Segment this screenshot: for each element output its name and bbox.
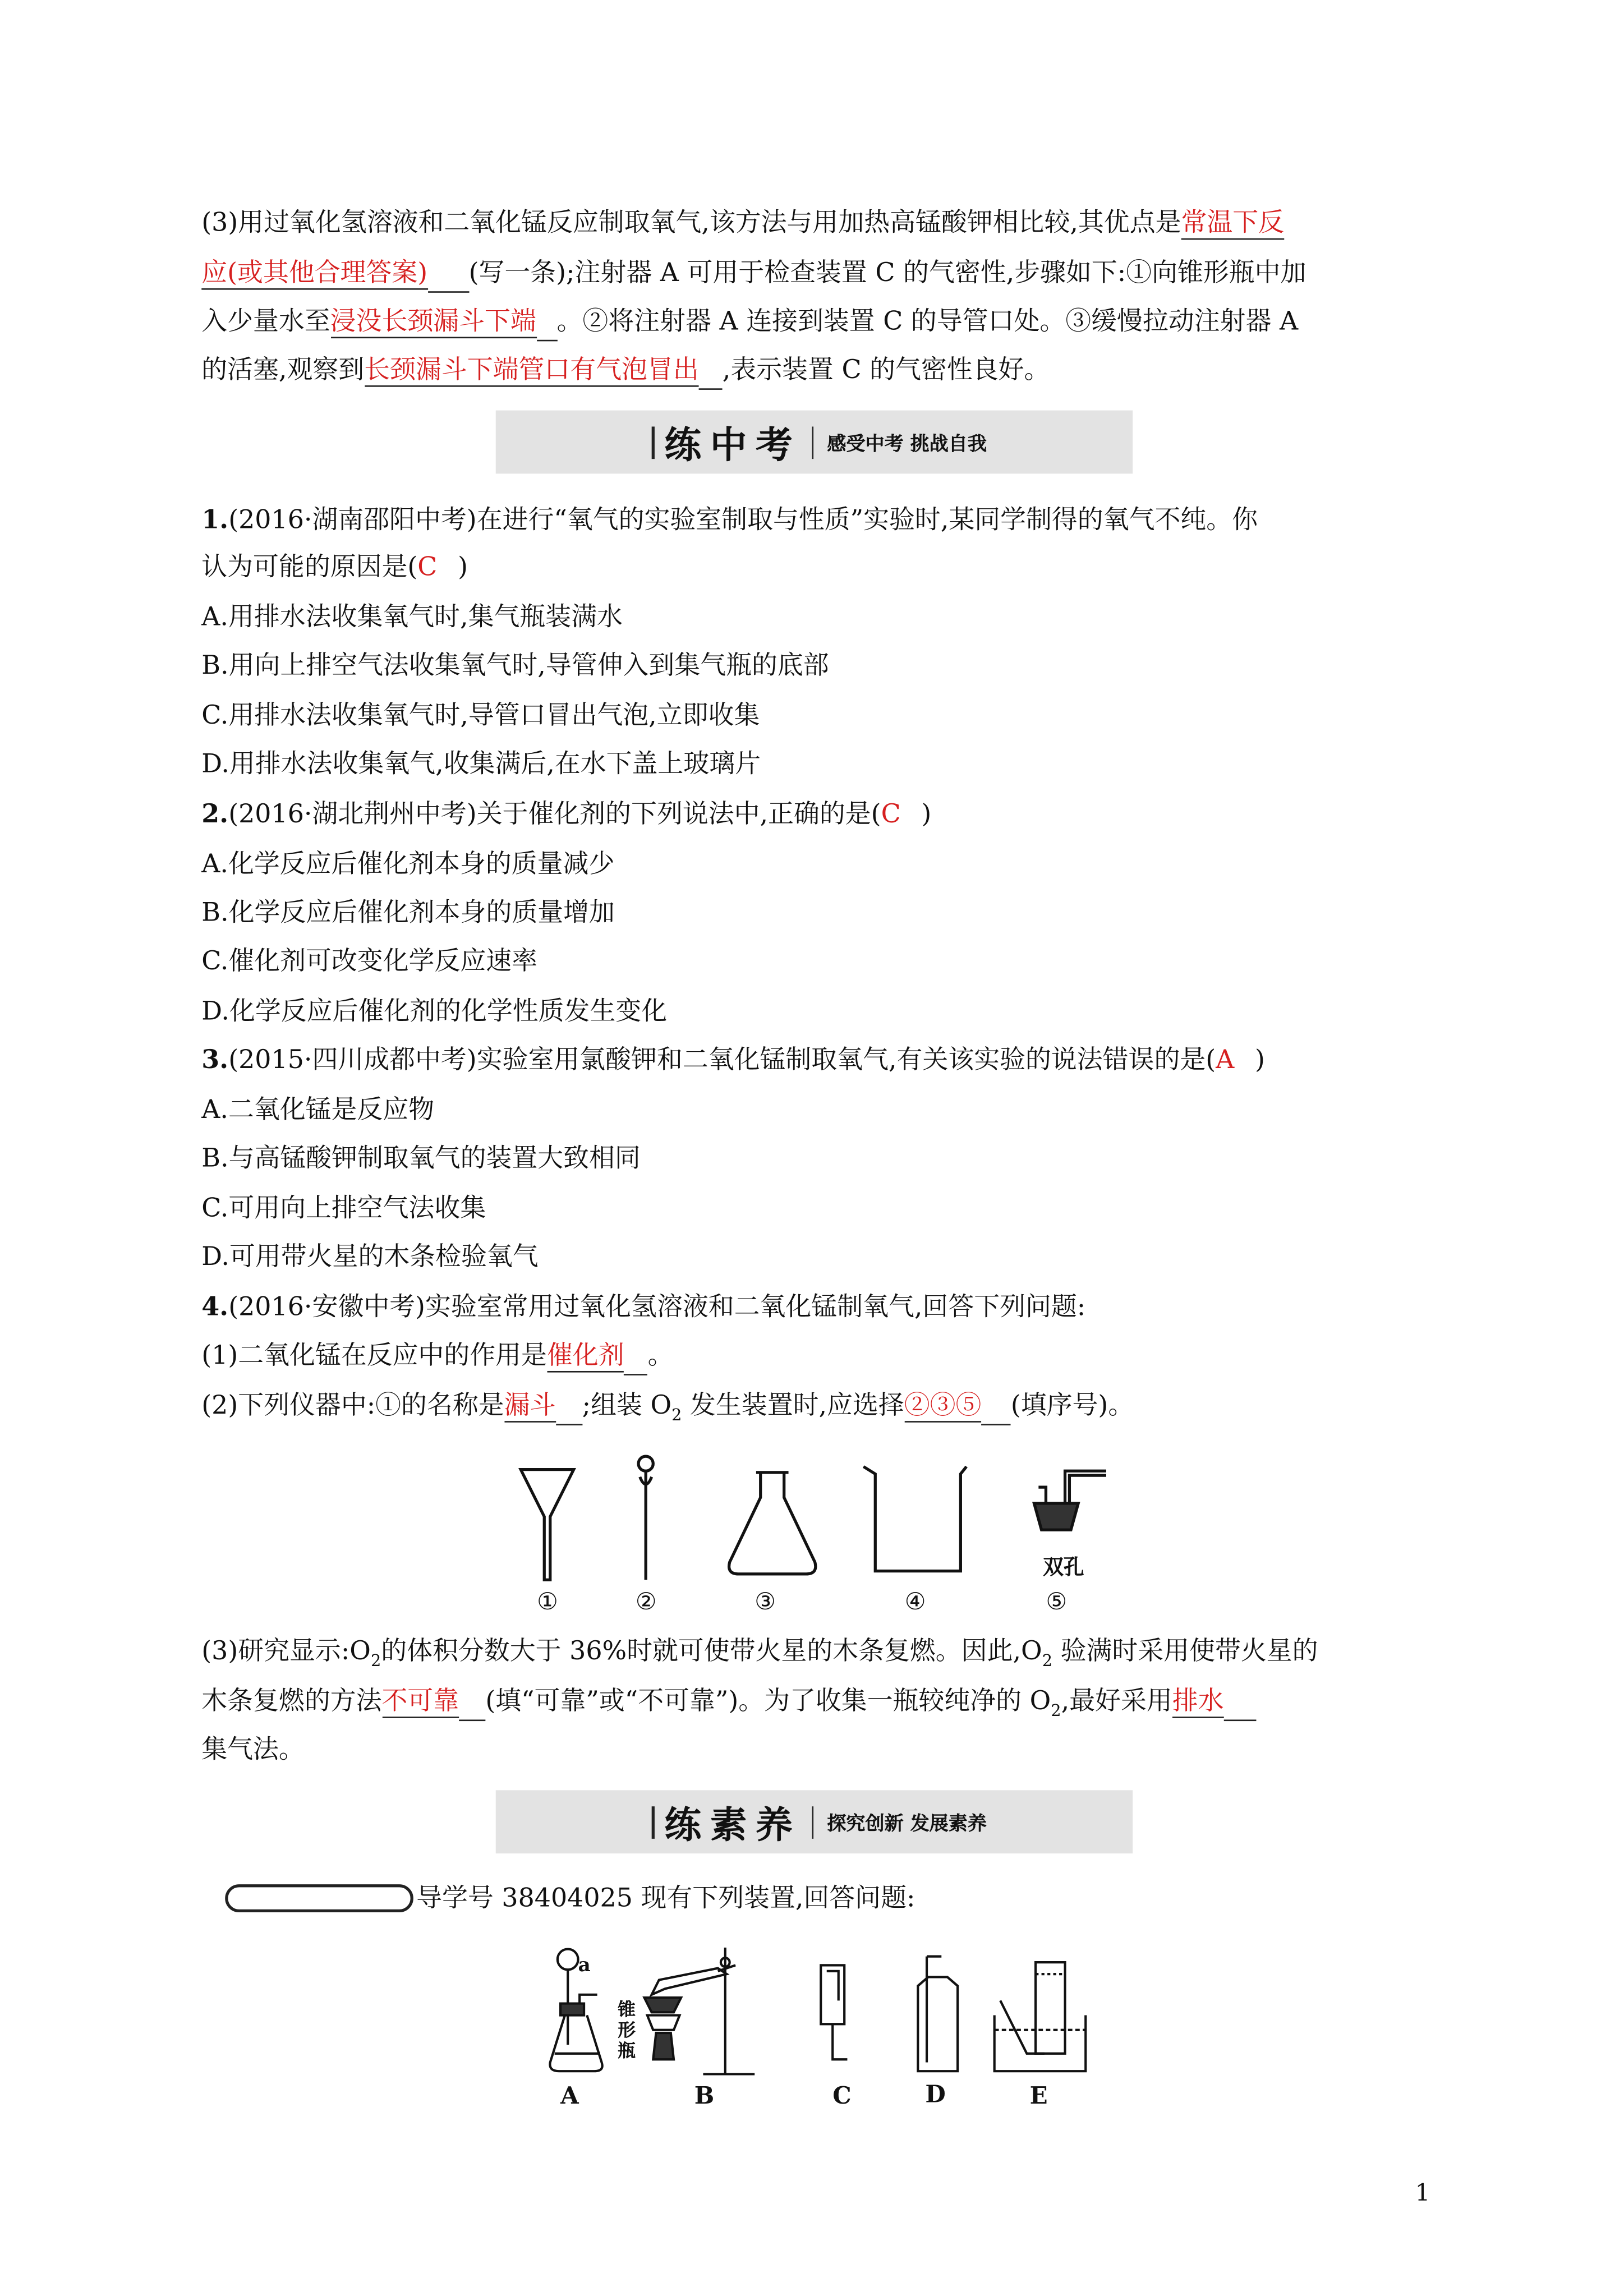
question-number: 4. <box>201 1293 229 1323</box>
answer-choice: C <box>417 553 438 583</box>
subscript: 2 <box>1042 1651 1053 1671</box>
id-badge-outline <box>225 1884 413 1912</box>
section-banner-literacy <box>496 1790 1133 1853</box>
question-number: 3. <box>201 1046 229 1075</box>
instrument-label-2: ② <box>635 1587 657 1616</box>
two-hole-stopper-icon <box>1034 1503 1078 1530</box>
section-subtitle: 感受中考 挑战自我 <box>827 434 987 456</box>
divider <box>812 1806 814 1838</box>
q4-part-1 <box>201 1338 673 1375</box>
answer-blank: 长颈漏斗下端管口有气泡冒出 <box>364 356 699 387</box>
apparatus-d-icon <box>918 1957 958 2072</box>
text: ) <box>921 800 932 830</box>
divider <box>812 426 814 458</box>
q3-text-line-4 <box>201 353 1050 390</box>
q3-option-d: D.可用带火星的木条检验氧气 <box>201 1243 539 1273</box>
text: 验满时采用使带火星的 <box>1052 1637 1318 1667</box>
text: (3)用过氧化氢溶液和二氧化锰反应制取氧气,该方法与用加热高锰酸钾相比较,其优点是 <box>201 209 1181 238</box>
apparatus-b-icon <box>645 1948 755 2074</box>
port-label: a <box>578 1955 591 1977</box>
answer-blank: 应(或其他合理答案) <box>201 259 427 290</box>
q4-part-2 <box>201 1388 1134 1433</box>
q1-option-b: B.用向上排空气法收集氧气时,导管伸入到集气瓶的底部 <box>201 651 829 682</box>
text: 认为可能的原因是( <box>201 553 418 583</box>
q1-stem-line-1 <box>201 503 1258 539</box>
text: 入少量水至 <box>201 307 330 337</box>
subscript: 2 <box>671 1405 682 1425</box>
q3-text-line-2 <box>201 256 1306 293</box>
question-stem: (2016·湖南邵阳中考)在进行“氧气的实验室制取与性质”实验时,某同学制得的氧气不纯。你 <box>228 506 1258 536</box>
divider <box>652 426 654 458</box>
text: ,最好采用 <box>1061 1687 1172 1717</box>
question-number: 2. <box>201 800 229 830</box>
section-banner-exam <box>496 411 1133 474</box>
blank-tail <box>624 1338 648 1375</box>
q3-text-line-1 <box>201 206 1284 241</box>
question-stem: (2015·四川成都中考)实验室用氯酸钾和二氧化锰制取氧气,有关该实验的说法错误的是( <box>228 1046 1216 1075</box>
answer-choice: A <box>1216 1046 1235 1075</box>
answer-choice: C <box>881 800 901 830</box>
instrument-label-3: ③ <box>755 1587 776 1616</box>
question-stem: (2016·安徽中考)实验室常用过氧化氢溶液和二氧化锰制氧气,回答下列问题: <box>228 1293 1086 1323</box>
q4-stem <box>201 1290 1085 1326</box>
text: ) <box>1255 1046 1265 1075</box>
instrument-label-4: ④ <box>904 1587 926 1616</box>
q4-part-3-line-3: 集气法。 <box>201 1736 305 1765</box>
apparatus-label-b: B <box>694 2081 715 2110</box>
apparatus-e-icon <box>995 1962 1086 2071</box>
apparatus-label-d: D <box>925 2079 946 2108</box>
q1-option-d: D.用排水法收集氧气,收集满后,在水下盖上玻璃片 <box>201 750 761 780</box>
text: ,表示装置 C 的气密性良好。 <box>722 356 1050 386</box>
divider <box>652 1806 654 1838</box>
q3-option-a: A.二氧化锰是反应物 <box>201 1096 435 1126</box>
text: 的活塞,观察到 <box>201 356 365 386</box>
stopper-label: 双孔 <box>1043 1556 1084 1580</box>
blank-tail <box>555 1388 582 1425</box>
subscript: 2 <box>1051 1701 1061 1720</box>
q5-stem: 导学号 38404025 现有下列装置,回答问题: <box>416 1884 915 1914</box>
q3-text-line-3 <box>201 305 1298 342</box>
text: (2)下列仪器中:①的名称是 <box>201 1391 504 1421</box>
text: 。 <box>647 1341 674 1371</box>
funnel-icon <box>521 1470 573 1580</box>
instrument-label-5: ⑤ <box>1046 1587 1068 1616</box>
q2-stem <box>201 797 931 832</box>
blank-tail <box>699 353 723 390</box>
subscript: 2 <box>370 1651 381 1671</box>
instruments-figure <box>500 1447 1118 1594</box>
text: 的体积分数大于 36%时就可使带火星的木条复燃。因此,O <box>381 1637 1042 1667</box>
q4-part-3-line-2 <box>201 1685 1256 1729</box>
text: (1)二氧化锰在反应中的作用是 <box>201 1341 547 1371</box>
q2-option-d: D.化学反应后催化剂的化学性质发生变化 <box>201 997 668 1027</box>
answer-blank: 不可靠 <box>381 1687 459 1718</box>
section-title: 练素养 <box>664 1802 802 1846</box>
conical-flask-icon <box>729 1473 816 1574</box>
text: 木条复燃的方法 <box>201 1687 382 1717</box>
apparatus-a-icon <box>550 1949 602 2072</box>
blank-tail <box>536 305 557 342</box>
text: (3)研究显示:O <box>201 1637 371 1667</box>
text: (填“可靠”或“不可靠”)。为了收集一瓶较纯净的 O <box>485 1687 1051 1717</box>
q1-option-a: A.用排水法收集氧气时,集气瓶装满水 <box>201 603 623 633</box>
apparatus-label-c: C <box>832 2081 852 2110</box>
apparatus-c-icon <box>821 1965 847 2059</box>
blank-tail <box>1224 1685 1257 1722</box>
q2-option-b: B.化学反应后催化剂本身的质量增加 <box>201 899 615 928</box>
question-number: 1. <box>201 506 229 536</box>
q3-stem <box>201 1043 1265 1078</box>
answer-blank: 排水 <box>1172 1687 1224 1718</box>
answer-blank: 浸没长颈漏斗下端 <box>330 307 536 338</box>
text: ) <box>458 553 468 583</box>
answer-blank: 常温下反 <box>1181 209 1285 240</box>
answer-blank: ②③⑤ <box>904 1392 982 1423</box>
text: (填序号)。 <box>1010 1391 1134 1421</box>
answer-blank: 漏斗 <box>504 1392 556 1423</box>
q4-part-3-line-1 <box>201 1634 1318 1679</box>
q1-stem-line-2 <box>201 550 468 586</box>
answer-blank: 催化剂 <box>547 1342 624 1373</box>
blank-tail <box>981 1388 1010 1425</box>
section-subtitle: 探究创新 发展素养 <box>827 1814 987 1836</box>
instrument-label-1: ① <box>537 1587 558 1616</box>
section-title: 练中考 <box>664 422 802 466</box>
text: 发生装置时,应选择 <box>682 1391 904 1421</box>
q3-option-c: C.可用向上排空气法收集 <box>201 1194 486 1224</box>
text: (写一条);注射器 A 可用于检查装置 C 的气密性,步骤如下:①向锥形瓶中加 <box>468 259 1306 288</box>
apparatus-label-e: E <box>1029 2081 1048 2110</box>
blank-tail <box>427 256 468 293</box>
text: 。②将注射器 A 连接到装置 C 的导管口处。③缓慢拉动注射器 A <box>556 307 1299 337</box>
flask-label: 锥形瓶 <box>618 1999 636 2061</box>
q3-option-b: B.与高锰酸钾制取氧气的装置大致相同 <box>201 1144 641 1174</box>
q1-option-c: C.用排水法收集氧气时,导管口冒出气泡,立即收集 <box>201 701 760 731</box>
page-number: 1 <box>1415 2178 1430 2207</box>
text: ;组装 O <box>582 1391 672 1421</box>
q2-option-a: A.化学反应后催化剂本身的质量减少 <box>201 850 615 880</box>
beaker-icon <box>863 1466 967 1571</box>
blank-tail <box>459 1685 485 1722</box>
ring-stand-icon <box>638 1456 653 1471</box>
question-stem: (2016·湖北荆州中考)关于催化剂的下列说法中,正确的是( <box>228 800 881 830</box>
apparatus-label-a: A <box>560 2081 579 2110</box>
q2-option-c: C.催化剂可改变化学反应速率 <box>201 947 537 977</box>
